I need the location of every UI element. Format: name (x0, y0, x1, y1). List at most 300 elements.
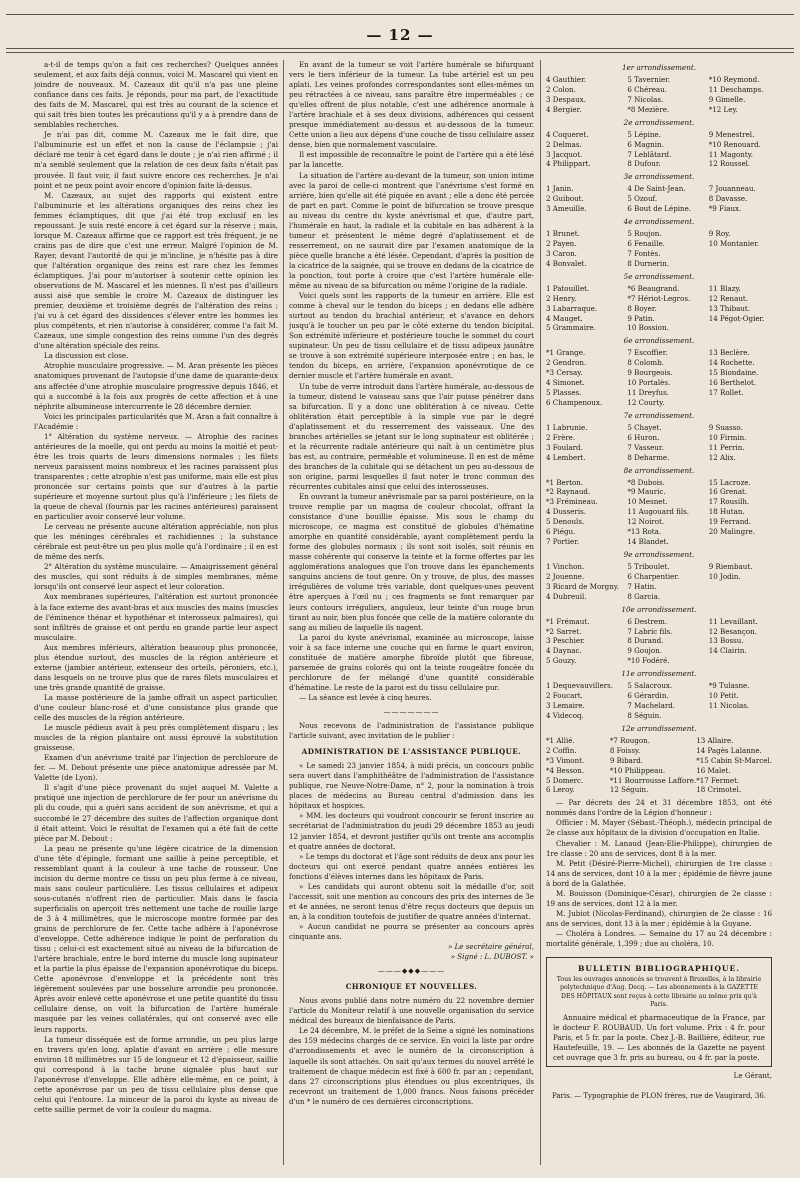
article-paragraph: La peau ne présente qu'une légère cicatrice de la dimension d'une tête d'épingle, formant une saillie à peine perceptible, et ressemblant quant à la couleur à une tache de rousseur. Une incision du derme montre ce tissu un peu plus ferme à ce niveau, mais sans couleur particulière. Les tissus cellulaires et adipeux sous-cutanés n'offrent rien de particulier. Mais dans le fascia superficialis on aperçoit très nettement une tache de rouille large de 3 à 4 millimètres, que le microscope montre formée par des grains de perchlorure de fer. Cette tache adhère à l'aponévrose d'enveloppe. Cette adhérence indique le point de perforation du tissu ; celui-ci est exactement situé au niveau de la bifurcation de l'artère brachiale, entre le bord interne du muscle long supinateur et la partie la plus épaisse de l'expansion aponévrotique du biceps. Cette aponévrose d'enveloppe et la précédente sont très légèrement soulevées par une bosselure arrondie peu prononcée. Après avoir enlevé cette aponévrose et une petite quantité du tissu cellulaire dense, on voit la bifurcation de l'artère humérale masquée par les veines collatérales, qui ont conservé avec elle leurs rapports. (34, 843, 278, 1034)
article-paragraph: La discussion est close. (44, 351, 129, 361)
physician-entry: 9 Gimelle. (708, 94, 746, 104)
physician-entry: 13 Beclère. (708, 348, 750, 358)
physician-entry: 9 Bourgeois. (627, 368, 673, 378)
table-row (546, 130, 772, 140)
physician-entry: 13 Bossu. (708, 636, 744, 646)
article-paragraph: Il s'agit d'une pièce provenant du sujet auquel M. Valette a pratiqué une injection de perchlorure de fer pour un anévrisme du pli du coude, qui a guéri sans accident de son anévrisme, et qui a succombé le 27 décembre des suites de l'affection organique dont il était atteint. Voici le résultat de l'examen qui a été fait de cette pièce par M. Debout : (34, 783, 278, 843)
arrondissement-heading: 2e arrondissement. (623, 117, 695, 127)
physician-entry: 2 Gendron. (546, 358, 587, 368)
bibliography-note: Tous les ouvrages annoncés se trouvent à Bruxelles, à la librairie polytechnique d'Aug. Decq. — Les abonnements à la GAZETTE DES HÔPITAUX sont reçus à cette librairie au même prix qu'à Paris. (556, 976, 762, 1009)
physician-table (546, 681, 772, 721)
physician-table (546, 348, 772, 407)
physician-entry: 5 Roujon. (627, 229, 662, 239)
physician-entry: 10 Petit. (708, 691, 739, 701)
physician-entry: 10 Bossion. (627, 323, 669, 333)
physician-entry: 5 Lépine. (627, 129, 661, 139)
article-paragraph: 2° Altération du système musculaire. — Amaigrissement général des muscles, qui sont réduits à de simples membranes, même lorsqu'ils ont conservé leur aspect et leur coloration. (34, 562, 278, 592)
table-row (546, 537, 772, 547)
physician-entry: 9 Menestrel. (708, 129, 755, 139)
physician-entry: 3 Ricard de Morgny. (546, 581, 620, 591)
assistance-heading: ADMINISTRATION DE L'ASSISTANCE PUBLIQUE. (301, 747, 522, 757)
news-paragraph: Chevalier : M. Lanaud (Jean-Elie-Philippe), chirurgien de 1re classe : 20 ans de services, dont 8 à la mer. (546, 838, 772, 858)
physician-entry: 3 Lemaire. (546, 701, 585, 711)
physician-entry: 6 Destrem. (627, 616, 668, 626)
physician-entry: 20 Malingre. (708, 527, 755, 537)
announcement-paragraph: « Le samedi 23 janvier 1854, à midi précis, un concours public sera ouvert dans l'amphithéâtre de l'administration de l'assistance publique, rue Neuve-Notre-Dame, n° 2, pour la nomination à trois places de médecins au Bureau central d'admission dans les hôpitaux et hospices. (289, 761, 534, 811)
physician-entry: 11 Deschamps. (708, 84, 764, 94)
physician-entry: 14 Blandet. (627, 537, 669, 546)
physician-entry: 5 Ozouf. (627, 194, 658, 204)
table-row (546, 487, 772, 497)
physician-entry: *3 Vimont. (546, 755, 585, 765)
article-paragraph: Voici les principales particularités que M. Aran a fait connaître à l'Académie : (34, 411, 278, 431)
article-paragraph: a-t-il de temps qu'on a fait ces recherches? Quelques années seulement, et aux faits déjà connus, voici M. Mascarel qui vient en joindre de nouveaux. M. Cazeaux dit qu'il n'a pas une pleine confiance dans ces faits. Je réponds, pour ma part, de l'exactitude des faits de M. Mascarel, qui est très au courant de la science et qui sait très bien toutes les précautions qu'il y a à prendre dans de semblables recherches. (34, 60, 278, 130)
physician-entry: 9 Bibard. (609, 755, 644, 765)
table-row (546, 572, 772, 582)
arrondissement-heading: 4e arrondissement. (623, 217, 695, 227)
physician-table (546, 75, 772, 115)
arrondissement-heading: 12e arrondissement. (621, 723, 697, 733)
column-separator-2 (540, 60, 541, 1165)
arrondissement-heading: 8e arrondissement. (623, 465, 695, 475)
physician-entry: 8 Durand. (627, 636, 664, 646)
physician-entry: *2 Sarret. (546, 626, 582, 636)
physician-entry: *11 Bourrousse Laffore. (609, 775, 697, 785)
legion-honneur-notice (546, 798, 772, 949)
physician-entry: 2 Payen. (546, 239, 577, 249)
table-row (546, 75, 772, 85)
physician-entry: 5 Tavernier. (627, 75, 671, 85)
top-rule (6, 14, 794, 15)
table-row (546, 105, 772, 115)
physician-entry: 17 Rousilh. (708, 497, 750, 507)
assistance-announcement (289, 761, 534, 942)
table-row (546, 497, 772, 507)
announcement-paragraph: » MM. les docteurs qui voudront concourir se feront inscrire au secrétariat de l'administration du jeudi 29 décembre 1853 au jeudi 12 janvier 1854, et devront justifier qu'ils ont trente ans accomplis et quatre années de doctorat. (289, 811, 534, 851)
physician-entry: 13 Thibaut. (708, 303, 751, 313)
physician-entry: 11 Blazy. (708, 283, 741, 293)
physician-entry: 8 Colomb. (627, 358, 664, 368)
physician-entry: 3 Despaux. (546, 94, 586, 104)
physician-entry: 2 Foucart. (546, 691, 583, 701)
section-divider: ——————— (383, 708, 440, 716)
announcement-paragraph: » Aucun candidat ne pourra se présenter au concours après cinquante ans. (289, 921, 534, 941)
table-row (546, 691, 772, 701)
physician-entry: 9 Suasso. (708, 422, 743, 432)
table-row (546, 507, 772, 517)
physician-entry: 2 Coffin. (546, 745, 577, 755)
column-3 (546, 60, 772, 1170)
physician-entry: *8 Mezière. (627, 104, 670, 114)
physician-entry: *9 Fiaux. (708, 204, 742, 214)
physician-entry: 11 Magonty. (708, 149, 754, 159)
table-row (546, 140, 772, 150)
physician-entry: 6 Leroy. (546, 785, 575, 795)
physician-entry: 6 Champenoux. (546, 397, 603, 407)
physician-table (546, 562, 772, 602)
physician-entry: 6 Piégu. (546, 527, 576, 537)
physician-entry: *10 Philippeau. (609, 765, 666, 775)
physician-entry: *8 Dubois. (627, 477, 665, 487)
physician-entry: 1 Labrunie. (546, 422, 588, 432)
physician-entry: 1 Vinchon. (546, 561, 585, 571)
arrondissement-heading: 10e arrondissement. (621, 604, 697, 614)
physician-entry: *1 Grange. (546, 348, 586, 358)
arrondissement-heading: 6e arrondissement. (623, 336, 695, 346)
physician-entry: 6 Bout de Lépine. (627, 204, 692, 214)
physician-entry: 7 Fontès. (627, 248, 661, 258)
table-row (546, 627, 772, 637)
physician-entry: 3 Labarraque. (546, 303, 598, 313)
table-row (546, 249, 772, 259)
physician-entry: 3 Foulard. (546, 442, 583, 452)
physician-entry: 13 Allaire. (696, 735, 734, 745)
physician-entry: 3 Ameuille. (546, 204, 587, 214)
article-paragraph: Le muscle pédieux avait à peu près complètement disparu ; les muscles de la région plantaire ont aussi éprouvé la substitution graisseuse. (34, 723, 278, 753)
physician-entry: 11 Augouard fils. (627, 507, 690, 517)
physician-entry: 8 Davasse. (708, 194, 748, 204)
physician-entry: 4 Bonvalet. (546, 258, 587, 268)
physician-entry: 5 Domerc. (546, 775, 584, 785)
physician-entry: 1 Patouillet. (546, 283, 590, 293)
physician-entry: 11 Perrin. (708, 442, 745, 452)
physician-entry: 6 Chéreau. (627, 84, 667, 94)
physician-entry: 3 Caron. (546, 248, 577, 258)
table-row (546, 184, 772, 194)
physician-entry: 10 Portalès. (627, 378, 671, 388)
physician-entry: 2 Henry. (546, 293, 577, 303)
physician-entry: *10 Renouard. (708, 139, 761, 149)
physician-entry: 11 Levaillant. (708, 616, 758, 626)
article-paragraph: M. Cazeaux, au sujet des rapports qui existent entre l'albuminurie et les altérations organiques des reins chez les femmes éclamptiques, dit que j'ai été trop exclusif en les repoussant. Je suis resté encore à cet égard sur la réserve ; mais, lorsque M. Cazeaux affirme que ce rapport est très fréquent, je ne crains pas de dire que c'est une erreur. Malgré l'opinion de M. Rayer, devant l'autorité de qui je m'incline, je n'hésite pas à dire que l'altération organique des reins est rare chez les femmes éclamptiques. J'ai pour m'autoriser à soutenir cette opinion les observations de M. Mascarel et les miennes. Il n'est pas d'ailleurs aussi aisé que semble le croire M. Cazeaux de distinguer les premier, deuxième et troisième degrés de l'altération des reins ; j'ai vu à cet égard des dissidences s'élever entre les hommes les plus compétents, et rien n'autorise à considérer, comme l'a fait M. Cazeaux, une simple congestion des reins comme l'un des degrés d'une altération spéciale des reins. (34, 190, 278, 351)
header-rule (6, 48, 794, 49)
physician-entry: 7 Nicolas. (627, 94, 664, 104)
table-row (546, 443, 772, 453)
physician-entry: 12 Renaut. (708, 293, 749, 303)
physician-entry: 8 Boyer. (627, 303, 657, 313)
bibliography-title: BULLETIN BIBLIOGRAPHIQUE. (578, 964, 740, 974)
table-row (546, 711, 772, 721)
physician-entry: 7 Labric fils. (627, 626, 673, 636)
chronique-paragraph: Nous avons publié dans notre numéro du 22 novembre dernier l'article du Moniteur relatif à une nouvelle organisation du service médical des bureaux de bienfaisance de Paris. (289, 996, 534, 1026)
table-row (546, 204, 772, 214)
article-paragraph: Examen d'un anévrisme traité par l'injection de perchlorure de fer. — M. Debout présente une pièce anatomique adressée par M. Valette (de Lyon). (34, 753, 278, 783)
physician-entry (709, 537, 772, 547)
news-paragraph: — Par décrets des 24 et 31 décembre 1853, ont été nommés dans l'ordre de la Légion d'honneur : (546, 798, 772, 818)
arrondissement-heading: 7e arrondissement. (623, 410, 695, 420)
physician-entry: *13 Rota. (627, 527, 662, 537)
table-row (546, 284, 772, 294)
physician-entry (709, 398, 772, 408)
table-row (546, 368, 772, 378)
physician-entry: 8 Dufour. (627, 159, 661, 169)
physician-entry: 4 Coqueret. (546, 129, 589, 139)
physician-entry: 4 Philippart. (546, 159, 591, 169)
table-row (546, 646, 772, 656)
physician-entry: 12 Séguin. (609, 785, 649, 795)
physician-entry: 1 Janin. (546, 184, 574, 194)
article-paragraph: La masse postérieure de la jambe offrait un aspect particulier, d'une couleur blanc-rosé et d'une consistance plus grande que celle des muscles de la région antérieure. (34, 692, 278, 723)
physician-entry: 17 Rollet. (708, 388, 744, 398)
physician-entry: *1 Frémaut. (546, 616, 590, 626)
chronique-body (289, 996, 534, 1107)
physician-entry: 12 Roussel. (708, 159, 751, 169)
physician-entry: *1 Allié. (546, 735, 575, 745)
news-paragraph: M. Jubiot (Nicolas-Ferdinand), chirurgien de 2e classe : 16 ans de services, dont 13 à la mer ; épidémie à la Guyane. (546, 908, 772, 928)
table-row (546, 785, 772, 795)
table-row (546, 159, 772, 169)
physician-entry: 6 Gérardin. (627, 691, 669, 701)
table-row (546, 388, 772, 398)
chronique-paragraph: Le 24 décembre, M. le préfet de la Seine a signé les nominations des 159 médecins chargés de ce service. En voici la liste par ordre d'arrondissements et avec le numéro de la circonscription à laquelle ils sont attachés. On sait qu'aux termes du nouvel arrêté le traitement de chaque médecin est fixé à 600 fr. par an ; cependant, dans 27 circonscriptions plus étendues ou plus excentriques, ils recevront un traitement de 1,000 francs. Nous faisons précéder d'un * le numéro de ces dernières circonscriptions. (289, 1026, 534, 1106)
physician-entry: *9 Tulasne. (708, 681, 750, 691)
physician-entry: 12 Noirot. (627, 517, 665, 527)
physician-entry (709, 656, 772, 666)
physician-entry: 15 Lacroze. (708, 477, 751, 487)
physician-entry: 2 Delmas. (546, 139, 582, 149)
physician-entry: 8 Séguin. (627, 710, 662, 720)
announcement-paragraph: » Le temps du doctorat et l'âge sont réduits de deux ans pour les docteurs qui ont exercé pendant quatre années entières les fonctions d'élèves internes dans les hôpitaux de Paris. (289, 851, 534, 881)
physician-entry: 15 Biondaine. (708, 368, 759, 378)
physician-entry: 2 Colon. (546, 84, 576, 94)
gerant-label: Le Gérant, (733, 1070, 772, 1080)
physician-entry: 4 Mauget. (546, 313, 583, 323)
physician-entry: *15 Cabin St-Marcel. (696, 755, 772, 765)
physician-entry: 12 Alix. (708, 452, 736, 462)
physician-entry: 8 Deharme. (627, 452, 670, 462)
physician-entry: 9 Roy. (708, 229, 731, 239)
physician-entry: 10 Jodin. (708, 571, 741, 581)
physician-entry: 4 Dusseris. (546, 507, 587, 517)
news-paragraph: M. Bouisson (Dominique-César), chirurgien de 2e classe : 19 ans de services, dont 12 à la mer. (546, 888, 772, 908)
physician-entry: 7 Vasseur. (627, 442, 664, 452)
physician-entry: 2 Guibout. (546, 194, 584, 204)
physician-entry: *3 Cersay. (546, 368, 583, 378)
physician-entry: 7 Portier. (546, 537, 580, 546)
table-row (546, 736, 772, 746)
physician-entry: 5 Triboulet. (627, 561, 670, 571)
physician-entry: 4 Videcoq. (546, 710, 584, 720)
physician-entry: 5 Grammaire. (546, 323, 596, 333)
physician-entry: 8 Foissy. (609, 745, 641, 755)
physician-entry: *10 Fodéré. (627, 656, 670, 666)
article-paragraph: La tumeur disséquée est de forme arrondie, un peu plus large en travers qu'en long, aplatie d'avant en arrière ; elle mesure environ 18 millimètres sur 15 de longueur et 12 d'épaisseur, saillie qui correspond à la tache brune signalée plus haut sur l'aponévrose d'enveloppe. Elle adhère elle-même, en ce point, à cette aponévrose par un peu de tissu cellulaire plus dense que celui qui l'entoure. La minceur de la paroi du kyste au niveau de cette saillie permet de voir la couleur du magma. (34, 1034, 278, 1114)
news-paragraph: — Choléra à Londres. — Semaine du 17 au 24 décembre : mortalité générale, 1,399 ; due au choléra, 10. (546, 928, 772, 948)
physician-entry: 4 Gauthier. (546, 75, 586, 85)
table-row (546, 85, 772, 95)
physician-entry: 16 Berthelot. (708, 378, 757, 388)
arrondissement-heading: 11e arrondissement. (621, 669, 697, 679)
arrondissement-heading: 9e arrondissement. (623, 549, 695, 559)
physician-entry: 4 Dubreuil. (546, 591, 587, 601)
physician-entry: 10 Firmin. (708, 432, 747, 442)
chronique-heading: CHRONIQUE ET NOUVELLES. (345, 982, 478, 992)
physician-entry: 11 Nicolas. (708, 701, 750, 711)
ornament-divider: ———◆◆◆——— (377, 967, 446, 976)
article-paragraph: La paroi du kyste anévrismal, examinée au microscope, laisse voir à sa face interne une couche qui en forme le quart environ, constituée de matière amorphe fibroïde plutôt que fibreuse, parsemée de grains colorés qui ont la teinte rougeâtre foncée du perchlorure de fer mélangé d'une quantité considérable d'hématine. Le reste de la paroi est du tissu cellulaire pur. (289, 632, 534, 692)
physician-entry: 12 Besançon. (708, 626, 757, 636)
physician-entry: 16 Malet. (696, 765, 731, 775)
physician-entry: 4 Simonet. (546, 378, 585, 388)
physician-entry: 11 Dreyfus. (627, 388, 670, 398)
article-paragraph: Aux membres inférieurs, altération beaucoup plus prononcée, plus étendue surtout, des muscles de la région antérieure et externe (jambier antérieur, extenseur des orteils, péroniers, etc.), dans lesquels on ne trouve plus que de rares filets musculaires et une très grande quantité de graisse. (34, 642, 278, 692)
physician-entry: 2 Frère. (546, 432, 576, 442)
table-row (546, 701, 772, 711)
table-row (546, 478, 772, 488)
column-1 (34, 60, 278, 1170)
column-separator-1 (283, 60, 284, 1165)
anatomy-report-continued (289, 60, 534, 703)
table-row (546, 746, 772, 756)
assistance-signature-title: » Le secrétaire général, (447, 942, 534, 952)
table-row (546, 656, 772, 666)
table-row (546, 378, 772, 388)
table-row (546, 259, 772, 269)
arrondissement-heading: 5e arrondissement. (623, 271, 695, 281)
article-paragraph: Un tube de verre introduit dans l'artère humérale, au-dessous de la tumeur, distend le vaisseau sans que l'air puisse pénétrer dans sa bifurcation. Il y a donc une oblitération à ce niveau. Cette oblitération était perceptible à la simple vue par le degré d'aplatissement et du resserrement des vaisseaux. Une des branches artérielles se jetant sur le long supinateur est oblitérée ; et la récurrente radiale antérieure qui naît à un centimètre plus bas est, au contraire, perméable et volumineuse. Il en est de même des branches de la cubitale qui se détachent un peu au-dessous de son origine, parmi lesquelles il faut noter le tronc commun des récurrentes cubitales ainsi que celui des interosseuses. (289, 381, 534, 491)
physician-entry: *7 Hériot-Legros. (627, 293, 691, 303)
physician-entry: *9 Mauric. (627, 487, 666, 497)
physician-entry: *12 Ley. (708, 104, 738, 114)
physician-entry: 10 Montanier. (708, 239, 760, 249)
article-paragraph: En ouvrant la tumeur anévrismale par sa paroi postérieure, on la trouve remplie par un magma de couleur chocolat, offrant la consistance d'une bouillie épaisse. Mis sous le champ du microscope, ce magma est constitué de globules d'hématine amorphe en quantité considérable, ayant complètement perdu la forme des globules normaux ; ils sont soit isolés, soit réunis en masse cohérente qui conserve la teinte et la forme offertes par les agglomérations analogues que l'on trouve dans les épanchements sanguins anciens de tout genre. On y trouve, de plus, des masses irrégulières de volume très variable, dont quelques-unes peuvent être aperçues à l'œil nu ; ces fragments se font remarquer par leurs contours irréguliers, anguleux, leur teinte d'un rouge brun tirant au noir, bien plus foncée que celle de la matière colorante du sang au milieu de laquelle ils nagent. (289, 492, 534, 632)
table-row (546, 582, 772, 592)
physician-entry (709, 592, 772, 602)
physician-entry: 6 Charpentier. (627, 571, 680, 581)
article-paragraph: Je n'ai pas dit, comme M. Cazeaux me le fait dire, que l'albuminurie est un effet et non la cause de l'éclampsie ; j'ai déclaré me tenir à cet égard dans le doute ; je n'ai rien affirmé ; il m'a semblé seulement que la relation de ces deux faits n'était pas prouvée. Il faut voir, il faut suivre encore ces recherches. Je n'ai point et ne peux point avoir encore d'opinion faite là-dessus. (34, 130, 278, 190)
physician-entry: 14 Clairin. (708, 646, 747, 656)
physician-entry: 5 Salacroux. (627, 681, 673, 691)
physician-entry (709, 582, 772, 592)
table-row (546, 150, 772, 160)
physician-entry: *4 Besson. (546, 765, 585, 775)
table-row (546, 95, 772, 105)
physician-entry (709, 259, 772, 269)
physician-entry: 9 Riembaut. (708, 561, 753, 571)
table-row (546, 348, 772, 358)
physician-entry: *2 Raynaud. (546, 487, 591, 497)
physician-entry: 8 Durnerin. (627, 258, 670, 268)
table-row (546, 681, 772, 691)
physician-entry: *1 Berton. (546, 477, 584, 487)
physician-entry: 9 Patin. (627, 313, 655, 323)
article-paragraph: Le cerveau ne présente aucune altération appréciable, non plus que les méninges cérébrales et rachidiennes ; la substance cérébrale est peut-être un peu plus molle qu'à l'ordinaire ; il en est de même des nerfs. (34, 522, 278, 562)
assistance-intro: Nous recevons de l'administration de l'assistance publique l'article suivant, avec invitation de le publier : (289, 721, 534, 741)
physician-table (546, 284, 772, 334)
physician-entry: 1 Dequevauvillers. (546, 681, 614, 691)
table-row (546, 229, 772, 239)
table-row (546, 433, 772, 443)
physician-entry: *6 Beaugrand. (627, 283, 680, 293)
printer-imprint: Paris. — Typographie de PLON frères, rue de Vaugirard, 36. (551, 1091, 767, 1100)
arrondissement-list (546, 63, 772, 795)
physician-entry: 6 Huron. (627, 432, 660, 442)
physician-entry: 6 Fenaille. (627, 239, 665, 249)
table-row (546, 304, 772, 314)
physician-entry: 4 Lembert. (546, 452, 586, 462)
bibliography-box (546, 957, 772, 1067)
physician-table (546, 617, 772, 667)
table-row (546, 398, 772, 408)
article-paragraph: Voici quels sont les rapports de la tumeur en arrière. Elle est comme à cheval sur le tendon du biceps ; en dedans elle adhère surtout au tendon du brachial antérieur, et s'avance en dehors jusqu'à le toucher un peu par le côté externe du tendon bicipital. Son extrémité inférieure et postérieure touche le sommet du court supinateur. Un peu de tissu cellulaire et de tissu adipeux jaunâtre se trouve à son extrémité supérieure interposée entre ; en bas, le tendon du biceps, en arrière, l'expansion aponévrotique de ce dernier muscle et l'artère humérale en avant. (289, 291, 534, 381)
physician-table (546, 423, 772, 463)
physician-entry: 3 Jacquot. (546, 149, 583, 159)
table-row (546, 323, 772, 333)
table-row (546, 453, 772, 463)
physician-entry: 5 Denouls. (546, 517, 585, 527)
table-row (546, 636, 772, 646)
physician-entry (709, 249, 772, 259)
arrondissement-heading: 3e arrondissement. (623, 172, 695, 182)
physician-entry: 5 Plasses. (546, 388, 582, 398)
physician-entry: *3 Frémineau. (546, 497, 598, 507)
announcement-paragraph: » Les candidats qui auront obtenu soit la médaille d'or, soit l'accessit, soit une mention au concours des prix des internes de 3e et 4e années, ne seront tenus d'être reçus docteurs que depuis un an, à la condition toutefois de justifier de quatre années d'internat. (289, 881, 534, 921)
table-row (546, 776, 772, 786)
physician-entry: 18 Crimotel. (696, 785, 742, 795)
news-paragraph: M. Petit (Désiré-Pierre-Michel), chirurgien de 1re classe : 14 ans de services, dont 10 à la mer ; épidémie de fièvre jaune à bord de la Galathée. (546, 858, 772, 888)
table-row (546, 423, 772, 433)
physician-entry: 5 Gouzy. (546, 656, 577, 666)
page-number: — 12 — (366, 26, 434, 44)
physician-table (546, 229, 772, 269)
physician-entry: 7 Machelard. (627, 701, 676, 711)
column-2 (289, 60, 534, 1170)
physician-entry: 6 Magnin. (627, 139, 664, 149)
article-paragraph: En avant de la tumeur se voit l'artère humérale se bifurquant vers le tiers inférieur de la tumeur. La tube artériel est un peu aplati. Les veines profondes correspondantes sont elles-mêmes un peu rétractées à ce niveau, sans paraître être imperméables ; ce qu'elles offrent de plus notable, c'est une adhérence anormale à l'artère brachiale et à ses deux divisions, adhérences qui cessent presque immédiatement au-dessus et au-dessous de la tumeur. Cette union a lieu aux dépens d'une couche de tissu cellulaire assez dense, bien que normalement vasculaire. (289, 60, 534, 150)
assistance-signature-name: » Signé : L. DUBOST. » (450, 952, 534, 962)
physician-entry: 3 Peschier. (546, 636, 585, 646)
table-row (546, 239, 772, 249)
physician-entry: 14 Pagès Lalanne. (696, 745, 762, 755)
physician-entry: 4 Bergier. (546, 104, 582, 114)
table-row (546, 314, 772, 324)
table-row (546, 517, 772, 527)
table-row (546, 756, 772, 766)
table-row (546, 562, 772, 572)
physician-entry: 7 Hatin. (627, 581, 657, 591)
physician-table (546, 736, 772, 795)
article-paragraph: Aux membranes supérieures, l'altération est surtout prononcée à la face externe des avant-bras et aux muscles des mains (muscles de l'éminence thénar et hypothénar et interosseux palmaires), qui sont infiltrés de graisse et ont perdu en grande partie leur aspect musculaire. (34, 592, 278, 642)
physician-entry: 1 Brunet. (546, 229, 580, 239)
physician-entry: 16 Grenat. (708, 487, 748, 497)
news-paragraph: Officier : M. Mayer (Sébast.-Théoph.), médecin principal de 2e classe aux hôpitaux de la division d'occupation en Italie. (546, 818, 772, 838)
physician-entry: 18 Hutan. (708, 507, 745, 517)
physician-entry: *17 Fermet. (696, 775, 740, 785)
article-paragraph: Il est impossible de reconnaître le point de l'artère qui a été lésé par la lancette. (289, 150, 534, 170)
bibliography-entry: Annuaire médical et pharmaceutique de la France, par le docteur F. ROUBAUD. Un fort volume. Prix : 4 fr. pour Paris, et 5 fr. par la poste. Chez J.-B. Baillière, éditeur, rue Hautefeuille, 19. — Les abonnés de la Gazette ne payent cet ouvrage que 3 fr. pris au bureau, ou 4 fr. par la poste. (553, 1012, 765, 1062)
physician-entry: 4 Daynac. (546, 646, 582, 656)
physician-entry: 2 Jouenne. (546, 571, 585, 581)
physician-entry: 5 Chayet. (627, 422, 662, 432)
arrondissement-heading: 1er arrondissement. (621, 63, 697, 72)
table-row (546, 294, 772, 304)
table-row (546, 766, 772, 776)
physician-entry: 8 Garcia. (627, 591, 661, 601)
physician-entry: *7 Rougon. (609, 735, 650, 745)
physician-entry: 7 Escoffier. (627, 348, 668, 358)
table-row (546, 194, 772, 204)
physician-entry: 7 Jouanneau. (708, 184, 756, 194)
physician-entry: 10 Mesnet. (627, 497, 668, 507)
physician-entry: 14 Rochette. (708, 358, 755, 368)
article-paragraph: La situation de l'artère au-devant de la tumeur, son union intime avec la paroi de celle-ci montrent que l'anévrisme s'est formé en arrière, bien qu'elle ait été piquée en avant ; elle a donc été percée de part en part. Comme le point de bifurcation se trouve presque au niveau du centre du kyste anévrismal et que, d'autre part, l'humérale en haut, la radiale et la cubitale en bas adhèrent à la tumeur et présentent le même degré d'aplatissement et de resserrement, on ne saurait dire par l'examen anatomique de la pièce quelle branche a été lésée. Cependant, d'après la position de la cicatrice de la saignée, qui se trouve en dedans de la cicatrice de la ponction, tout porte à croire que c'est l'artère humérale elle-même au niveau de sa bifurcation ou même l'origine de la radiale. (289, 170, 534, 291)
physician-entry: 4 De Saint-Jean. (627, 184, 686, 194)
article-paragraph: 1° Altération du système nerveux. — Atrophie des racines antérieures de la moelle, qui ont perdu au moins la moitié et peut-être les trois quarts de leurs dimensions normales ; les filets nerveux paraissent moins nombreux et les racines paraissent plus transparentes ; cette atrophie n'est pas uniforme, mais elle est plus prononcée sur certains points que sur d'autres à la partie supérieure et moyenne surtout plus qu'à l'inférieure ; les filets de la queue de cheval (fournis par les racines antérieures) paraissent en particulier avoir conservé leur volume. (34, 431, 278, 522)
physician-entry: 12 Courty. (627, 397, 665, 407)
header-rule-2 (6, 52, 794, 53)
table-row (546, 527, 772, 537)
physician-entry: *10 Reymond. (708, 75, 760, 85)
